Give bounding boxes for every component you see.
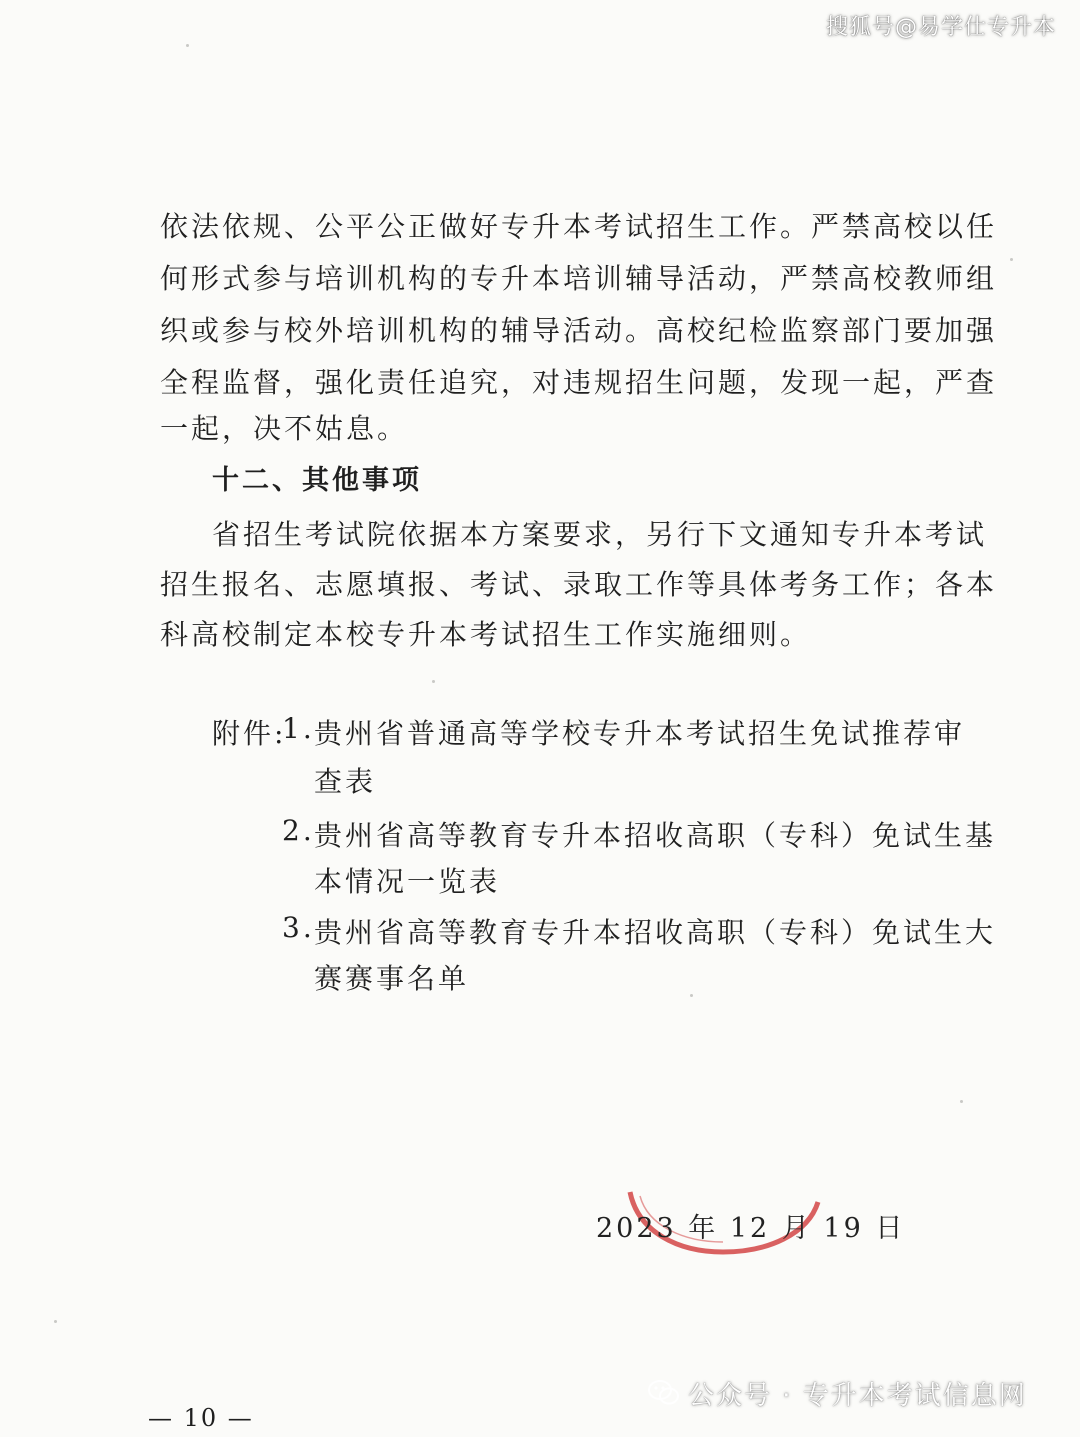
scan-speck — [186, 44, 189, 47]
wechat-icon — [648, 1379, 680, 1407]
attachment-title-continued: 本情况一览表 — [314, 865, 501, 898]
attachment-title: 贵州省普通高等学校专升本考试招生免试推荐审 — [314, 717, 966, 750]
paragraph-line: 依法依规、公平公正做好专升本考试招生工作。严禁高校以任 — [160, 210, 998, 243]
attachment-title-continued: 查表 — [314, 765, 377, 798]
page-number: — 10 — — [148, 1404, 254, 1432]
attachment-number: 1. — [282, 712, 315, 745]
attachment-title: 贵州省高等教育专升本招收高职（专科）免试生大 — [314, 916, 997, 949]
scan-speck — [1010, 258, 1013, 261]
section-heading: 十二、其他事项 — [212, 465, 422, 496]
paragraph-line: 何形式参与培训机构的专升本培训辅导活动，严禁高校教师组 — [160, 262, 998, 295]
section-line: 招生报名、志愿填报、考试、录取工作等具体考务工作；各本 — [160, 568, 998, 601]
section-line: 科高校制定本校专升本考试招生工作实施细则。 — [160, 618, 812, 651]
issue-date: 2023 年 12 月 19 日 — [596, 1213, 906, 1244]
attachments-label: 附件: — [212, 717, 287, 750]
paragraph-line: 织或参与校外培训机构的辅导活动。高校纪检监察部门要加强 — [160, 314, 998, 347]
paragraph-line: 全程监督，强化责任追究，对违规招生问题，发现一起，严查 — [160, 366, 998, 399]
watermark-top: 搜狐号@易学仕专升本 — [825, 15, 1056, 40]
attachment-number: 3. — [282, 911, 315, 944]
attachment-title-continued: 赛赛事名单 — [314, 962, 470, 995]
watermark-bottom — [648, 1373, 1027, 1413]
section-line: 省招生考试院依据本方案要求，另行下文通知专升本考试 — [212, 518, 988, 551]
scan-speck — [690, 994, 693, 997]
scan-speck — [960, 1100, 963, 1103]
attachment-title: 贵州省高等教育专升本招收高职（专科）免试生基 — [314, 819, 997, 852]
scan-speck — [432, 680, 435, 683]
watermark-bottom-text: 公众号 · 专升本考试信息网 — [688, 1380, 1027, 1411]
scan-speck — [54, 1320, 57, 1323]
attachment-number: 2. — [282, 814, 315, 847]
paragraph-line: 一起，决不姑息。 — [160, 412, 409, 445]
